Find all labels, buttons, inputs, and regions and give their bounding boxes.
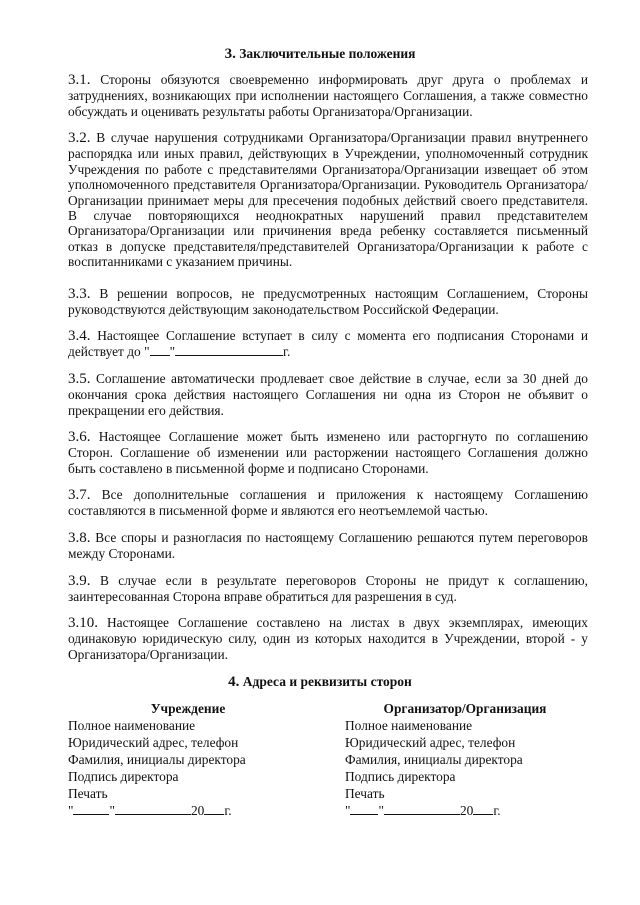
institution-requisites: [68, 700, 308, 819]
paragraph-3-10: [68, 615, 588, 662]
paragraph-text: Настоящее Соглашение вступает в силу с момента его подписания Сторонами и действует до ": [68, 328, 588, 360]
director-name-line: Фамилия, инициалы директора: [68, 752, 246, 767]
section-4-title: Адреса и реквизиты сторон: [242, 674, 412, 689]
section-3-title: Заключительные положения: [239, 46, 416, 61]
signature-date-line: [345, 802, 585, 819]
paragraph-number: 3.8.: [68, 530, 91, 546]
year-suffix: г.: [224, 803, 232, 818]
paragraph-text: Все споры и разногласия по настоящему Соглашению решаются путем переговоров между Сторонами.: [68, 530, 588, 562]
quote-mark: ": [378, 803, 384, 818]
quote-mark: ": [68, 803, 74, 818]
institution-heading: Учреждение: [150, 701, 226, 716]
quote-mark: ": [109, 803, 115, 818]
quote-mark: ": [169, 344, 176, 360]
section-3-number: 3.: [224, 46, 236, 62]
month-blank: [115, 803, 191, 815]
paragraph-text: Соглашение автоматически продлевает свое действие в случае, если за 30 дней до окончания срока действия настоящего Соглашения ни одна из Сторон не объявит о прекращении его действия.: [68, 371, 588, 418]
day-blank: [350, 803, 378, 815]
full-name-line: Полное наименование: [68, 718, 196, 733]
organizer-heading: Организатор/Организация: [383, 701, 547, 716]
day-blank: [150, 344, 170, 356]
paragraph-3-5: [68, 371, 588, 418]
paragraph-3-3: [68, 286, 588, 318]
organizer-requisites: [345, 700, 585, 819]
paragraph-number: 3.6.: [68, 429, 91, 445]
paragraph-number: 3.4.: [68, 328, 91, 344]
seal-line: Печать: [68, 786, 108, 801]
paragraph-3-8: [68, 530, 588, 562]
legal-address-line: Юридический адрес, телефон: [68, 735, 239, 750]
paragraph-text: Стороны обязуются своевременно информировать друг друга о проблемах и затруднениях, возникающих при исполнении настоящего Соглашения, а также совместно обсуждать и оценивать результаты работы Организатора/Организации.: [68, 72, 588, 119]
seal-line: Печать: [345, 786, 385, 801]
paragraph-text: В случае нарушения сотрудниками Организатора/Организации правил внутреннего распорядка или иных правил, действующих в Учреждении, уполномоченный сотрудник Учреждения по работе с представителями Организатора/Организации извещает об этом уполномоченного представителя Организатора/Организации. Руководитель Организатора/Организации принимает меры для пресечения подобных действий своего представителя. В случае повторяющихся неоднократных нарушений правил представителем Организатора/Организации или причинения вреда ребенку составляется письменный отказ в допуске представителя/представителей Организатора/Организации к работе с воспитанниками с указанием причины.: [68, 130, 588, 270]
month-blank: [384, 803, 460, 815]
paragraph-number: 3.7.: [68, 487, 91, 503]
paragraph-3-1: [68, 72, 588, 119]
quote-mark: ": [345, 803, 351, 818]
full-name-line: Полное наименование: [345, 718, 473, 733]
paragraph-3-7: [68, 487, 588, 519]
paragraph-text: В случае если в результате переговоров Стороны не придут к соглашению, заинтересованная Сторона вправе обратиться для разрешения в суд.: [68, 573, 588, 605]
year-suffix: г.: [283, 344, 291, 360]
year-blank: [473, 803, 493, 815]
paragraph-3-9: [68, 573, 588, 605]
section-4-number: 4.: [228, 674, 240, 690]
paragraph-number: 3.5.: [68, 371, 91, 387]
section-4-heading: [0, 674, 640, 691]
year-suffix: г.: [493, 803, 501, 818]
day-blank: [73, 803, 109, 815]
paragraph-number: 3.1.: [68, 72, 91, 88]
paragraph-3-2: [68, 130, 588, 270]
paragraph-number: 3.10.: [68, 615, 98, 631]
century-prefix: 20: [190, 803, 205, 818]
paragraph-text: Настоящее Соглашение составлено на листах в двух экземплярах, имеющих одинаковую юридическую силу, один из которых находится в Учреждении, второй - у Организатора/Организации.: [68, 615, 588, 662]
paragraph-text: Все дополнительные соглашения и приложения к настоящему Соглашению составляются в письменной форме и являются его неотъемлемой частью.: [68, 487, 588, 519]
director-signature-line: Подпись директора: [68, 769, 179, 784]
legal-address-line: Юридический адрес, телефон: [345, 735, 516, 750]
paragraph-3-4: [68, 328, 588, 360]
paragraph-text: В решении вопросов, не предусмотренных настоящим Соглашением, Стороны руководствуются действующим законодательством Российской Федерации.: [68, 286, 588, 318]
paragraph-number: 3.9.: [68, 573, 91, 589]
signature-date-line: [68, 802, 308, 819]
century-prefix: 20: [459, 803, 474, 818]
paragraph-number: 3.3.: [68, 286, 91, 302]
month-blank: [175, 344, 283, 356]
paragraph-number: 3.2.: [68, 130, 91, 146]
director-name-line: Фамилия, инициалы директора: [345, 752, 523, 767]
year-blank: [204, 803, 224, 815]
director-signature-line: Подпись директора: [345, 769, 456, 784]
paragraph-text: Настоящее Соглашение может быть изменено или расторгнуто по соглашению Сторон. Соглашение об изменении или расторжении настоящего Соглашения должно быть составлено в письменной форме и подписано Сторонами.: [68, 429, 588, 476]
paragraph-3-6: [68, 429, 588, 476]
section-3-heading: [0, 46, 640, 63]
